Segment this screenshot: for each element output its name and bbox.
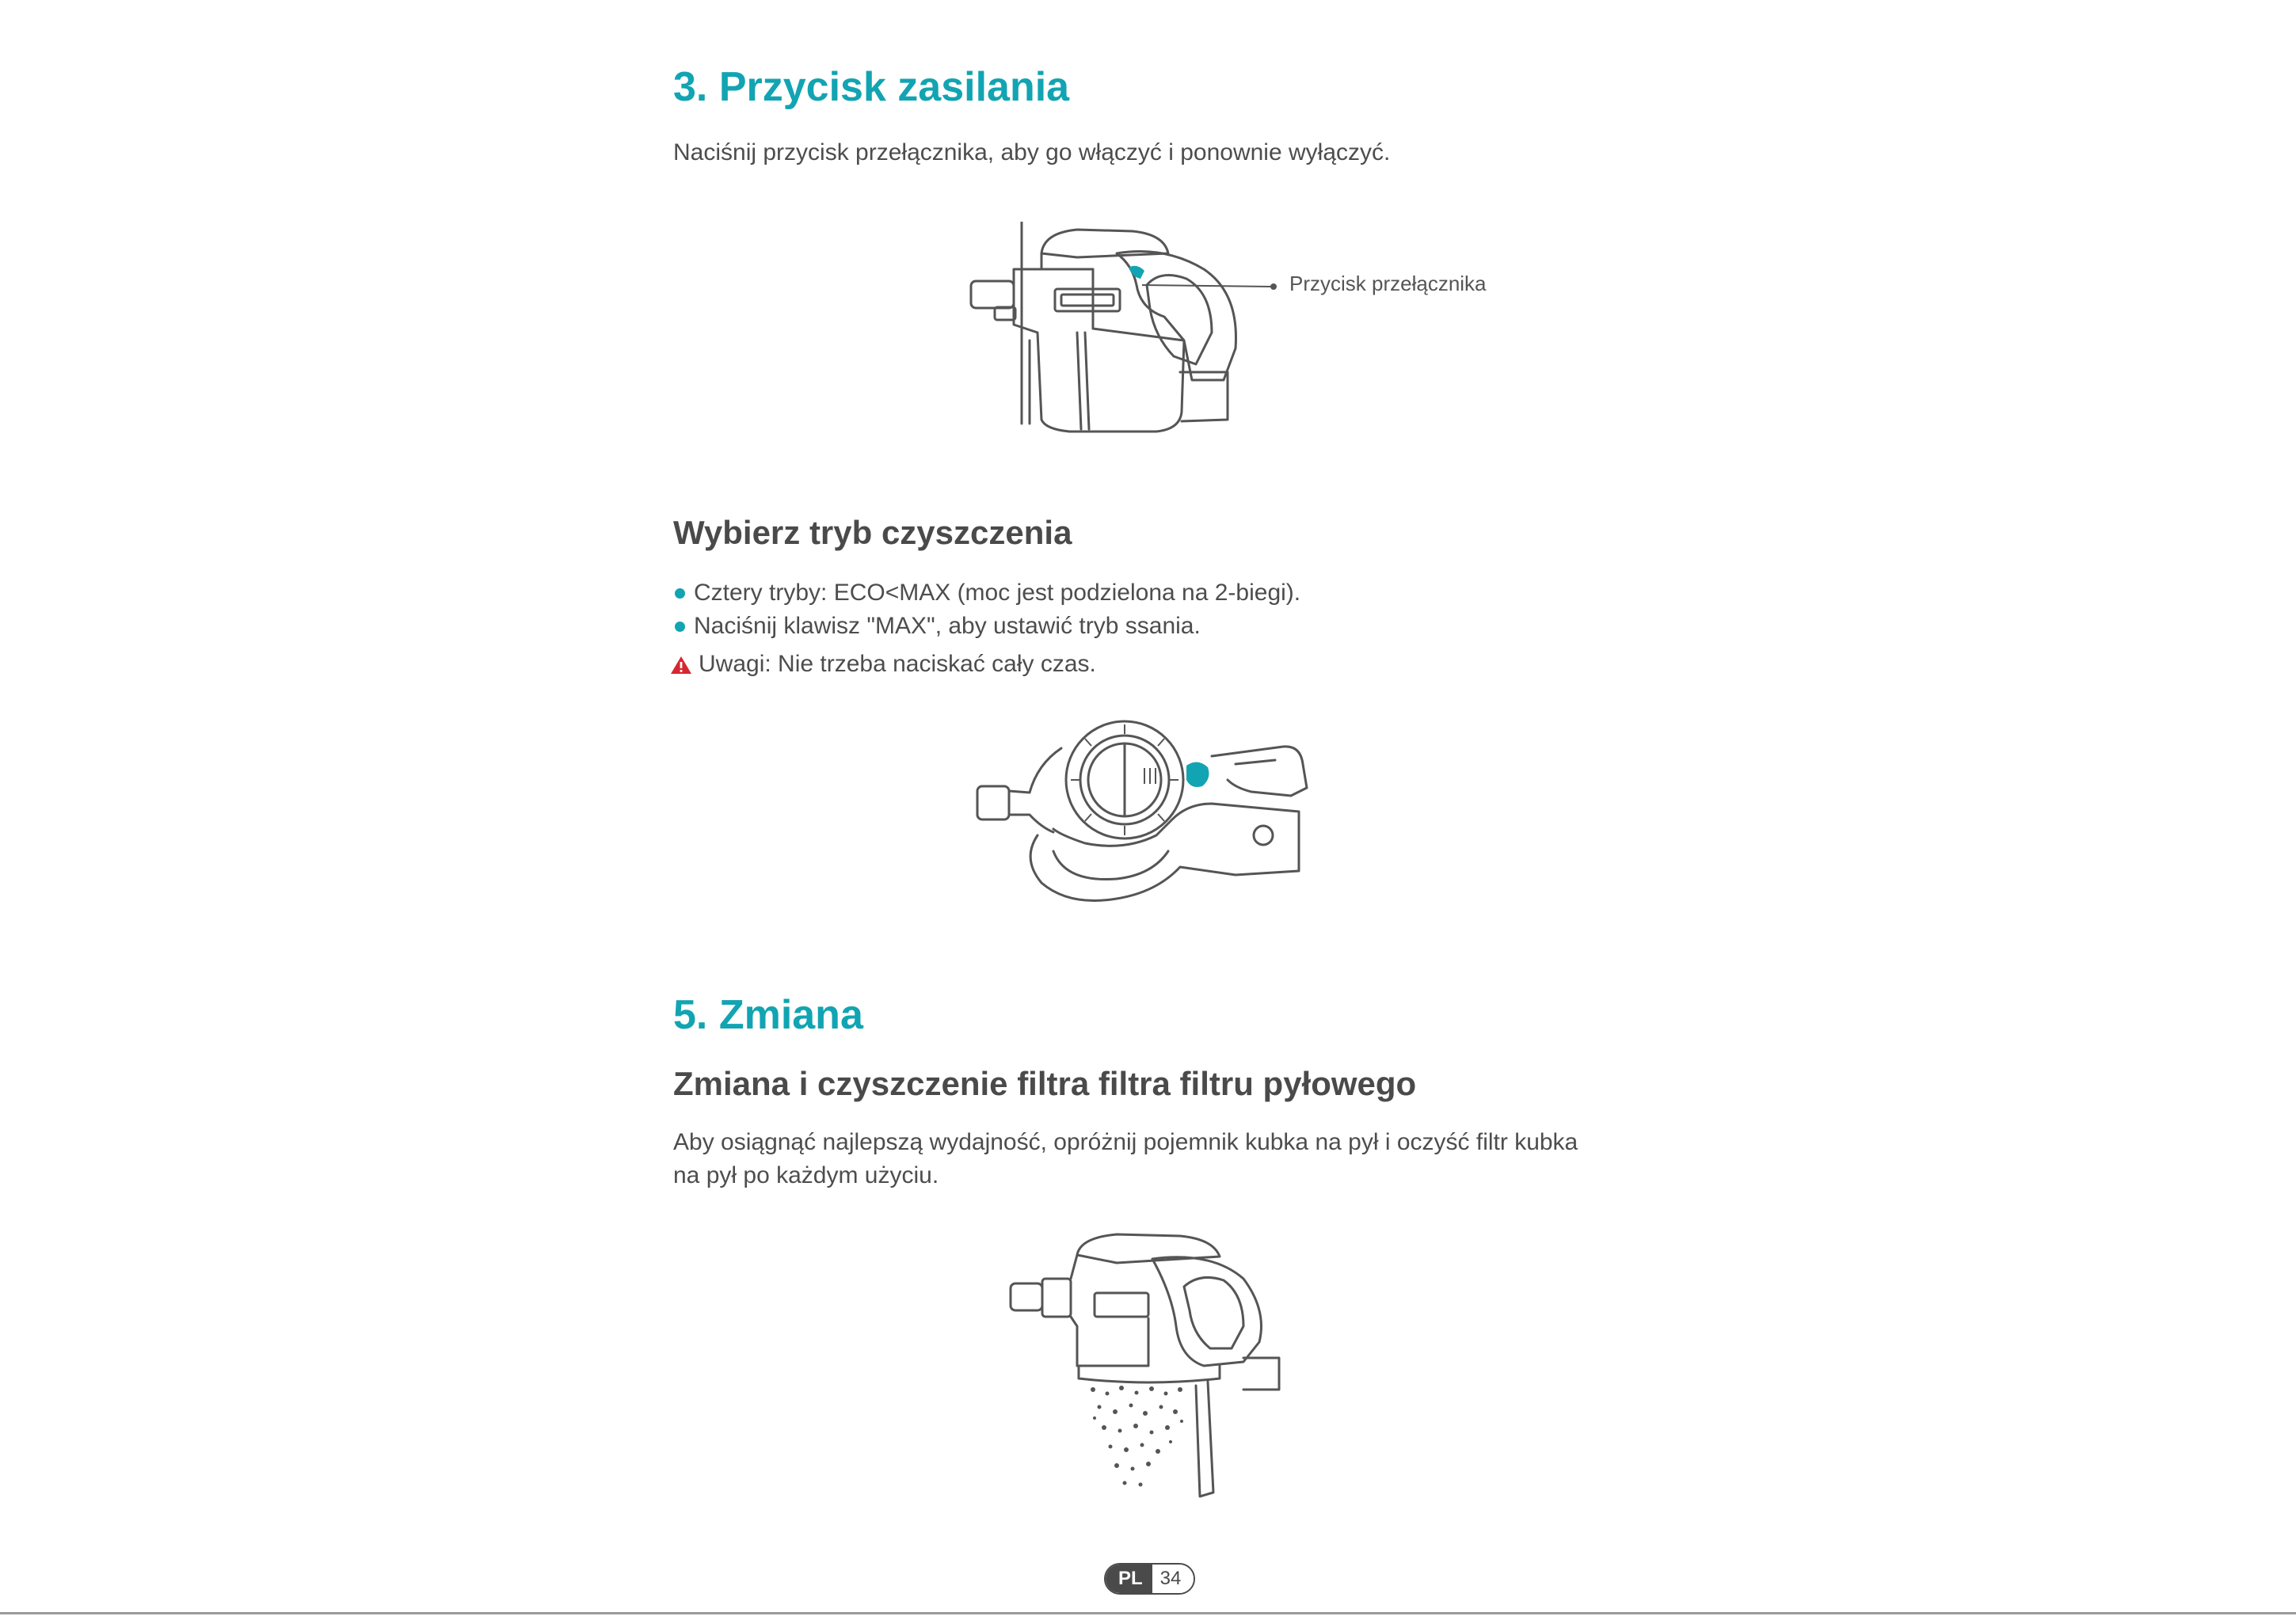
list-item: Naciśnij klawisz "MAX", aby ustawić tryb ssania. — [673, 610, 1300, 643]
modes-list — [673, 576, 1300, 643]
vacuum-power-switch-illustration — [966, 222, 1299, 443]
section-5-title: 5. Zmiana — [673, 992, 863, 1038]
section-3-title: 3. Przycisk zasilania — [673, 64, 1070, 110]
bottom-divider — [0, 1612, 2296, 1614]
bullet-dot — [675, 588, 685, 599]
warning-note: Uwagi: Nie trzeba naciskać cały czas. — [670, 648, 1096, 681]
vacuum-mode-button-illustration — [974, 717, 1323, 914]
power-switch-callout: Przycisk przełącznika — [1289, 272, 1487, 295]
language-code: PL — [1106, 1565, 1152, 1593]
page-number-badge — [1104, 1563, 1195, 1595]
list-item: Cztery tryby: ECO<MAX (moc jest podzielona na 2-biegi). — [673, 576, 1300, 610]
page-number: 34 — [1152, 1565, 1194, 1593]
bullet-dot — [675, 622, 685, 632]
warning-icon — [670, 656, 692, 675]
modes-title: Wybierz tryb czyszczenia — [673, 514, 1072, 551]
section-5-subtitle: Zmiana i czyszczenie filtra filtra filtru pyłowego — [673, 1065, 1417, 1102]
section-5-text: Aby osiągnąć najlepszą wydajność, opróżnij pojemnik kubka na pył i oczyść filtr kubka na pył po każdym użyciu. — [673, 1129, 1578, 1188]
section-3-text: Naciśnij przycisk przełącznika, aby go włączyć i ponownie wyłączyć. — [673, 139, 1391, 165]
vacuum-empty-dustcup-illustration — [1006, 1231, 1291, 1500]
